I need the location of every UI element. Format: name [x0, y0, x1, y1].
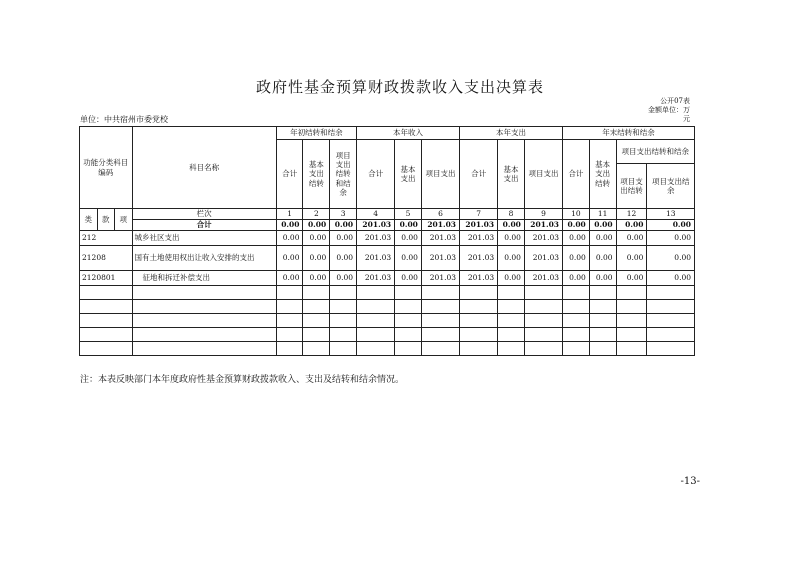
col-num: 13 — [647, 209, 695, 220]
row-cell: 201.03 — [460, 246, 498, 271]
header-closing: 年末结转和结余 — [563, 127, 695, 140]
header-closing-project-carry: 项目支出结转 — [616, 164, 647, 209]
col-num: 3 — [330, 209, 357, 220]
col-num: 12 — [616, 209, 647, 220]
total-cell: 201.03 — [460, 220, 498, 231]
total-cell: 201.03 — [421, 220, 459, 231]
row-cell: 201.03 — [357, 271, 395, 286]
form-code: 公开07表 — [660, 97, 690, 105]
row-cell: 0.00 — [589, 271, 616, 286]
header-income-basic: 基本支出 — [395, 140, 422, 209]
total-label: 合计 — [132, 220, 276, 231]
row-cell: 0.00 — [563, 231, 590, 246]
empty-row — [80, 286, 695, 300]
total-cell: 0.00 — [498, 220, 525, 231]
total-cell: 201.03 — [524, 220, 562, 231]
row-cell: 0.00 — [303, 271, 330, 286]
row-cell: 0.00 — [395, 271, 422, 286]
row-cell: 0.00 — [498, 271, 525, 286]
col-num: 2 — [303, 209, 330, 220]
header-income: 本年收入 — [357, 127, 460, 140]
row-cell: 0.00 — [276, 246, 303, 271]
row-cell: 0.00 — [616, 271, 647, 286]
header-expend-project: 项目支出 — [524, 140, 562, 209]
col-num: 8 — [498, 209, 525, 220]
header-opening-basic: 基本支出结转 — [303, 140, 330, 209]
row-cell: 201.03 — [460, 271, 498, 286]
row-cell: 0.00 — [498, 231, 525, 246]
col-num: 6 — [421, 209, 459, 220]
col-num: 9 — [524, 209, 562, 220]
row-cell: 0.00 — [589, 246, 616, 271]
empty-row — [80, 314, 695, 328]
header-xiang: 项 — [115, 209, 133, 231]
row-cell: 201.03 — [524, 246, 562, 271]
row-cell: 201.03 — [524, 231, 562, 246]
page-number: -13- — [680, 476, 700, 487]
header-closing-total: 合计 — [563, 140, 590, 209]
row-cell: 0.00 — [330, 246, 357, 271]
row-cell: 0.00 — [303, 231, 330, 246]
row-cell: 0.00 — [563, 246, 590, 271]
total-cell: 0.00 — [563, 220, 590, 231]
row-cell: 201.03 — [421, 231, 459, 246]
organization: 单位：中共宿州市委党校 — [80, 115, 168, 124]
row-cell: 0.00 — [276, 271, 303, 286]
row-cell: 201.03 — [357, 246, 395, 271]
empty-row — [80, 342, 695, 356]
column-label: 栏次 — [132, 209, 276, 220]
header-opening-project: 项目支出结转和结余 — [330, 140, 357, 209]
row-cell: 0.00 — [563, 271, 590, 286]
row-cell: 0.00 — [616, 246, 647, 271]
row-name: 征地和拆迁补偿支出 — [132, 271, 276, 286]
header-func-code: 功能分类科目编码 — [80, 127, 133, 209]
row-code: 212 — [80, 231, 133, 246]
row-cell: 201.03 — [460, 231, 498, 246]
row-cell: 0.00 — [616, 231, 647, 246]
header-lei: 类 — [80, 209, 98, 231]
empty-row — [80, 300, 695, 314]
header-expend-total: 合计 — [460, 140, 498, 209]
row-cell: 0.00 — [498, 246, 525, 271]
header-closing-basic: 基本支出结转 — [589, 140, 616, 209]
total-cell: 0.00 — [303, 220, 330, 231]
col-num: 11 — [589, 209, 616, 220]
total-cell: 0.00 — [589, 220, 616, 231]
col-num: 4 — [357, 209, 395, 220]
col-num: 1 — [276, 209, 303, 220]
total-cell: 0.00 — [276, 220, 303, 231]
header-opening: 年初结转和结余 — [276, 127, 356, 140]
header-kuan: 款 — [97, 209, 115, 231]
header-closing-project-surplus: 项目支出结余 — [647, 164, 695, 209]
row-code: 21208 — [80, 246, 133, 271]
table-row — [80, 231, 695, 246]
budget-table — [79, 126, 695, 356]
amount-unit-cont: 元 — [683, 115, 690, 123]
total-cell: 0.00 — [330, 220, 357, 231]
header-expend: 本年支出 — [460, 127, 563, 140]
header-closing-project-group: 项目支出结转和结余 — [616, 140, 694, 164]
total-cell: 201.03 — [357, 220, 395, 231]
footnote: 注：本表反映部门本年度政府性基金预算财政拨款收入、支出及结转和结余情况。 — [80, 375, 405, 385]
empty-row — [80, 328, 695, 342]
row-cell: 0.00 — [395, 246, 422, 271]
row-cell: 0.00 — [589, 231, 616, 246]
table-row — [80, 246, 695, 271]
row-code: 2120801 — [80, 271, 133, 286]
row-cell: 0.00 — [330, 271, 357, 286]
col-num: 5 — [395, 209, 422, 220]
total-row — [80, 220, 695, 231]
row-name: 城乡社区支出 — [132, 231, 276, 246]
header-item-name: 科目名称 — [132, 127, 276, 209]
header-opening-total: 合计 — [276, 140, 303, 209]
total-cell: 0.00 — [395, 220, 422, 231]
amount-unit: 金额单位：万 — [648, 106, 690, 114]
row-cell: 0.00 — [303, 246, 330, 271]
row-cell: 0.00 — [647, 246, 695, 271]
table-row — [80, 271, 695, 286]
row-cell: 0.00 — [647, 271, 695, 286]
total-cell: 0.00 — [616, 220, 647, 231]
header-income-project: 项目支出 — [421, 140, 459, 209]
row-cell: 201.03 — [421, 271, 459, 286]
row-cell: 201.03 — [421, 246, 459, 271]
row-cell: 0.00 — [276, 231, 303, 246]
total-cell: 0.00 — [647, 220, 695, 231]
col-num: 10 — [563, 209, 590, 220]
row-cell: 201.03 — [357, 231, 395, 246]
row-cell: 0.00 — [647, 231, 695, 246]
header-income-total: 合计 — [357, 140, 395, 209]
row-name: 国有土地使用权出让收入安排的支出 — [132, 246, 276, 271]
page-title: 政府性基金预算财政拨款收入支出决算表 — [255, 78, 544, 96]
header-expend-basic: 基本支出 — [498, 140, 525, 209]
row-cell: 201.03 — [524, 271, 562, 286]
row-cell: 0.00 — [330, 231, 357, 246]
row-cell: 0.00 — [395, 231, 422, 246]
col-num: 7 — [460, 209, 498, 220]
